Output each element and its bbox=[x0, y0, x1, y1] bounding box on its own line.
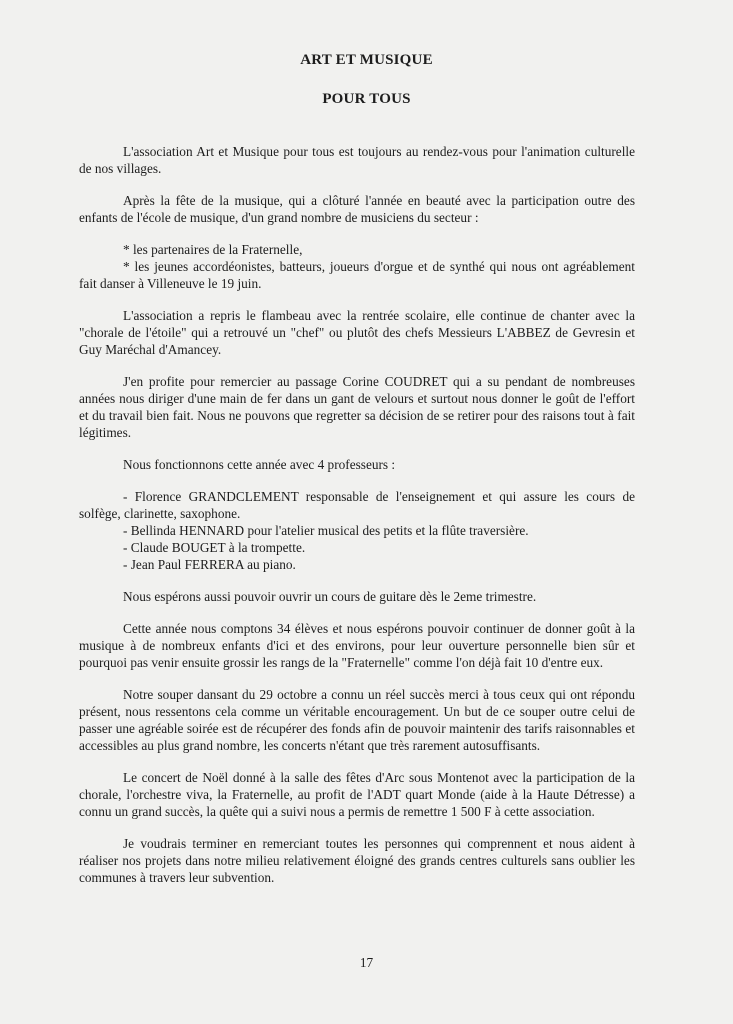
participants-list bbox=[79, 241, 635, 292]
paragraph-guitare: Nous espérons aussi pouvoir ouvrir un cours de guitare dès le 2eme trimestre. bbox=[123, 589, 537, 604]
paragraph-souper: Notre souper dansant du 29 octobre a connu un réel succès merci à tous ceux qui ont répondu présent, nous ressentons cela comme un véritable encouragement. Un but de ce souper outre celui de passer une agréable soirée est de récupérer des fonds afin de pouvoir maintenir des tarifs raisonnables et accessibles au plus grand nombre, les concerts n'étant que très rarement autosuffisants. bbox=[79, 687, 635, 753]
paragraph-intro: L'association Art et Musique pour tous est toujours au rendez-vous pour l'animation culturelle de nos villages. bbox=[79, 144, 635, 176]
paragraph-remerciement: J'en profite pour remercier au passage Corine COUDRET qui a su pendant de nombreuses années nous diriger d'une main de fer dans un gant de velours et surtout nous donner le goût de l'effort et du travail bien fait. Nous ne pouvons que regretter sa décision de se retirer pour des raisons tout à fait légitimes. bbox=[79, 374, 635, 440]
list-item: - Florence GRANDCLEMENT responsable de l'enseignement et qui assure les cours de solfège, clarinette, saxophone. bbox=[79, 489, 635, 521]
paragraph-professeurs-intro: Nous fonctionnons cette année avec 4 professeurs : bbox=[123, 457, 396, 472]
page-number: 17 bbox=[359, 955, 374, 970]
professors-list bbox=[79, 488, 635, 573]
paragraph-chorale: L'association a repris le flambeau avec la rentrée scolaire, elle continue de chanter avec la "chorale de l'étoile" qui a retrouvé un "chef" ou plutôt des chefs Messieurs L'ABBEZ de Gevresin et Guy Maréchal d'Amancey. bbox=[79, 308, 635, 357]
paragraph-conclusion: Je voudrais terminer en remerciant toutes les personnes qui comprennent et nous aident à réaliser nos projets dans notre milieu relativement éloigné des grands centres culturels sans oublier les communes à travers leur subvention. bbox=[79, 836, 635, 885]
paragraph-fete-musique: Après la fête de la musique, qui a clôturé l'année en beauté avec la participation outre des enfants de l'école de musique, d'un grand nombre de musiciens du secteur : bbox=[79, 193, 635, 225]
paragraph-eleves: Cette année nous comptons 34 élèves et nous espérons pouvoir continuer de donner goût à la musique à de nombreux enfants d'ici et des environs, pour leur ouverture personnelle bien sûr et pourquoi pas venir ensuite grossir les rangs de la "Fraternelle" comme l'on déjà fait 10 d'entre eux. bbox=[79, 621, 635, 670]
article-body bbox=[79, 143, 635, 886]
document-title: ART ET MUSIQUE bbox=[300, 52, 433, 68]
list-item: - Jean Paul FERRERA au piano. bbox=[123, 557, 296, 572]
list-item: - Claude BOUGET à la trompette. bbox=[123, 540, 306, 555]
list-item: * les jeunes accordéonistes, batteurs, joueurs d'orgue et de synthé qui nous ont agréablement fait danser à Villeneuve le 19 juin. bbox=[79, 259, 635, 291]
list-item: * les partenaires de la Fraternelle, bbox=[123, 242, 303, 257]
paragraph-concert-noel: Le concert de Noël donné à la salle des fêtes d'Arc sous Montenot avec la participation de la chorale, l'orchestre viva, la Fraternelle, au profit de l'ADT quart Monde (aide à la Haute Détresse) a connu un grand succès, la quête qui a suivi nous a permis de remettre 1 500 F à cette association. bbox=[79, 770, 635, 819]
list-item: - Bellinda HENNARD pour l'atelier musical des petits et la flûte traversière. bbox=[123, 523, 529, 538]
document-subtitle: POUR TOUS bbox=[322, 91, 411, 107]
